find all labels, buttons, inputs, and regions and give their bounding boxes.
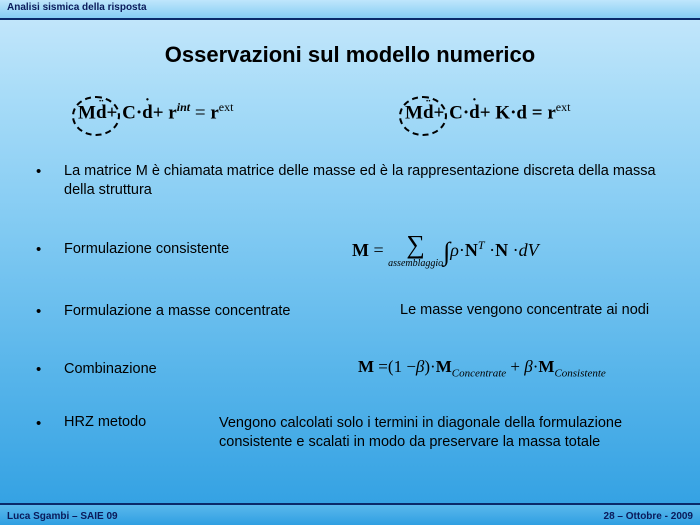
equation2-velocity-symbol: d ˙ bbox=[469, 102, 480, 124]
combination-one-minus: 1 − bbox=[393, 357, 416, 376]
bullet-marker-icon: • bbox=[36, 415, 42, 432]
bullet-text-hrz: HRZ metodo bbox=[64, 414, 147, 430]
list-item bbox=[36, 240, 356, 259]
combination-dot1: · bbox=[430, 357, 436, 376]
equation2-rhs-symbol: r bbox=[547, 102, 556, 124]
equation1-int-superscript: int bbox=[176, 100, 191, 114]
summation-icon: ∑ bbox=[406, 230, 425, 259]
consistent-equals: = bbox=[373, 240, 384, 261]
formula-combination-mass bbox=[358, 357, 606, 379]
equation1-internal-term: + r bbox=[152, 102, 177, 124]
bullet-marker-icon: • bbox=[36, 241, 42, 258]
equation2-accel-symbol: d ̈ bbox=[423, 102, 434, 124]
note-hrz-method: Vengono calcolati solo i termini in diagonale della formulazione consistente e scalati in modo da preservare la massa totale bbox=[219, 415, 623, 450]
summation-label: assemblaggio bbox=[388, 258, 444, 269]
consistent-dot3: · bbox=[512, 240, 519, 261]
consistent-rho: ρ bbox=[450, 240, 459, 261]
combination-beta2: β bbox=[524, 357, 533, 376]
combination-close-paren: ) bbox=[424, 357, 431, 376]
combination-dot2: · bbox=[532, 357, 539, 376]
consistent-dot2: · bbox=[489, 240, 496, 261]
integral-icon: ∫ bbox=[443, 237, 451, 266]
equation1-rhs-symbol: r bbox=[210, 102, 219, 124]
bullet-marker-icon: • bbox=[36, 163, 42, 180]
equation1-accel-symbol: d ̈ bbox=[96, 102, 107, 124]
consistent-T-superscript: T bbox=[477, 238, 485, 253]
combination-sub-concentrate: Concentrate bbox=[451, 367, 507, 380]
header-title: Analisi sismica della risposta bbox=[7, 2, 147, 13]
consistent-dot1: · bbox=[458, 240, 465, 261]
equations-row bbox=[0, 92, 700, 150]
bullet-marker-icon: • bbox=[36, 361, 42, 378]
list-item bbox=[36, 360, 356, 379]
formula-consistent-mass bbox=[352, 230, 539, 270]
bullet-text-consistent: Formulazione consistente bbox=[64, 241, 230, 257]
equation1-equals: = bbox=[194, 102, 206, 124]
combination-plus: + bbox=[510, 357, 520, 376]
bullet-text-combination: Combinazione bbox=[64, 361, 157, 377]
bullet-text-mass-matrix: La matrice M è chiamata matrice delle masse ed è la rappresentazione discreta della massa della struttura bbox=[64, 163, 656, 198]
footer-date: 28 – Ottobre - 2009 bbox=[603, 511, 693, 522]
equation2-mass-symbol: M bbox=[405, 102, 423, 124]
combination-M-concentrate: M bbox=[435, 357, 452, 376]
page-title: Osservazioni sul modello numerico bbox=[164, 42, 536, 67]
combination-open-paren: ( bbox=[387, 357, 394, 376]
bullet-marker-icon: • bbox=[36, 303, 42, 320]
combination-sub-consistent: Consistente bbox=[554, 367, 606, 380]
equation-dynamic-nonlinear bbox=[78, 100, 233, 124]
equation-dynamic-linear bbox=[405, 100, 570, 124]
equation1-velocity-symbol: d ˙ bbox=[142, 102, 153, 124]
consistent-dV: dV bbox=[518, 240, 539, 261]
list-item bbox=[36, 302, 650, 321]
equation2-ext-superscript: ext bbox=[555, 100, 571, 114]
footer-author: Luca Sgambi – SAIE 09 bbox=[7, 511, 118, 522]
equation2-stiffness-term: + K·d = bbox=[479, 102, 543, 124]
list-item bbox=[36, 162, 666, 200]
consistent-N-transpose: N bbox=[464, 240, 478, 261]
combination-equals: = bbox=[378, 357, 388, 376]
consistent-N: N bbox=[495, 240, 509, 261]
combination-M-consistent: M bbox=[538, 357, 555, 376]
bullet-text-lumped: Formulazione a masse concentrate bbox=[64, 303, 291, 319]
equation1-mass-symbol: M bbox=[78, 102, 96, 124]
equation1-damping-term: + C· bbox=[106, 102, 143, 124]
consistent-M: M bbox=[352, 240, 369, 261]
equation2-damping-term: + C· bbox=[433, 102, 470, 124]
note-lumped-masses: Le masse vengono concentrate ai nodi bbox=[400, 302, 650, 318]
equation1-ext-superscript: ext bbox=[218, 100, 234, 114]
combination-beta1: β bbox=[415, 357, 425, 376]
summation-group bbox=[388, 230, 444, 270]
combination-M: M bbox=[358, 357, 375, 376]
